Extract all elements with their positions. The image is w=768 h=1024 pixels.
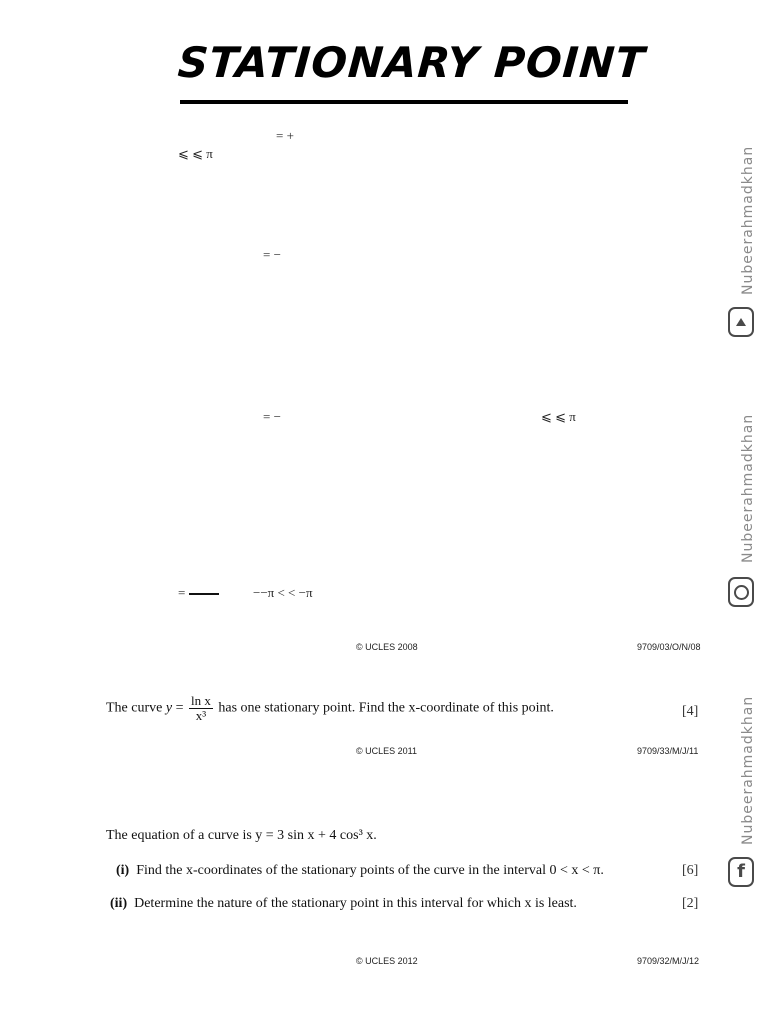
q2-y: y [165, 700, 173, 716]
copyright-2012: © UCLES 2012 [356, 956, 418, 966]
title-underline [180, 100, 628, 104]
page-title: STATIONARY POINT [176, 38, 647, 87]
fraction-denominator: x³ [195, 708, 207, 723]
fraction-ln-x-over-x-cubed [189, 694, 213, 723]
marks-part-ii: [2] [682, 896, 699, 911]
equals-sign: = [178, 585, 186, 600]
interval-fragment-3: −−π < < −π [253, 585, 313, 600]
question-curve-ln [106, 694, 554, 723]
youtube-icon [728, 307, 754, 337]
copyright-2008: © UCLES 2008 [356, 642, 418, 652]
part-i [116, 863, 604, 879]
marks-q2: [4] [682, 704, 699, 719]
instagram-icon [728, 577, 754, 607]
q2-post: has one stationary point. Find the x-coordinate of this point. [214, 700, 554, 716]
facebook-icon: f [728, 857, 754, 887]
watermark-text-3: Nubeerahmadkhan [740, 695, 756, 845]
part-i-text: Find the x-coordinates of the stationary points of the curve in the interval 0 < x < π. [136, 863, 604, 878]
marks-part-i: [6] [682, 863, 699, 878]
equation-fragment-3: = − [263, 409, 281, 424]
part-i-label: (i) [116, 863, 130, 878]
copyright-2011: © UCLES 2011 [356, 746, 417, 756]
question-stem-trig: The equation of a curve is y = 3 sin x + 4 cos³ x. [106, 828, 377, 843]
watermark-sidebar [712, 95, 768, 935]
part-ii-text: Determine the nature of the stationary point in this interval for which x is least. [134, 896, 577, 911]
q2-eq: = [172, 700, 187, 716]
fraction-bar [189, 593, 219, 595]
equation-fragment-2: = − [263, 247, 281, 262]
watermark-text-2: Nubeerahmadkhan [740, 413, 756, 563]
watermark-text-1: Nubeerahmadkhan [740, 145, 756, 295]
paper-code-2011: 9709/33/M/J/11 [637, 746, 699, 756]
equation-fragment-4 [178, 585, 223, 601]
equation-fragment-1: = + [276, 128, 294, 143]
part-ii-label: (ii) [110, 896, 128, 911]
fraction-numerator: ln x [190, 693, 211, 708]
q2-pre: The curve [106, 700, 166, 716]
part-ii [110, 896, 577, 912]
interval-fragment-2: ⩽ ⩽ π [541, 409, 576, 424]
interval-fragment-1: ⩽ ⩽ π [178, 146, 213, 161]
paper-code-2012: 9709/32/M/J/12 [637, 956, 700, 966]
paper-code-2008: 9709/03/O/N/08 [637, 642, 701, 652]
